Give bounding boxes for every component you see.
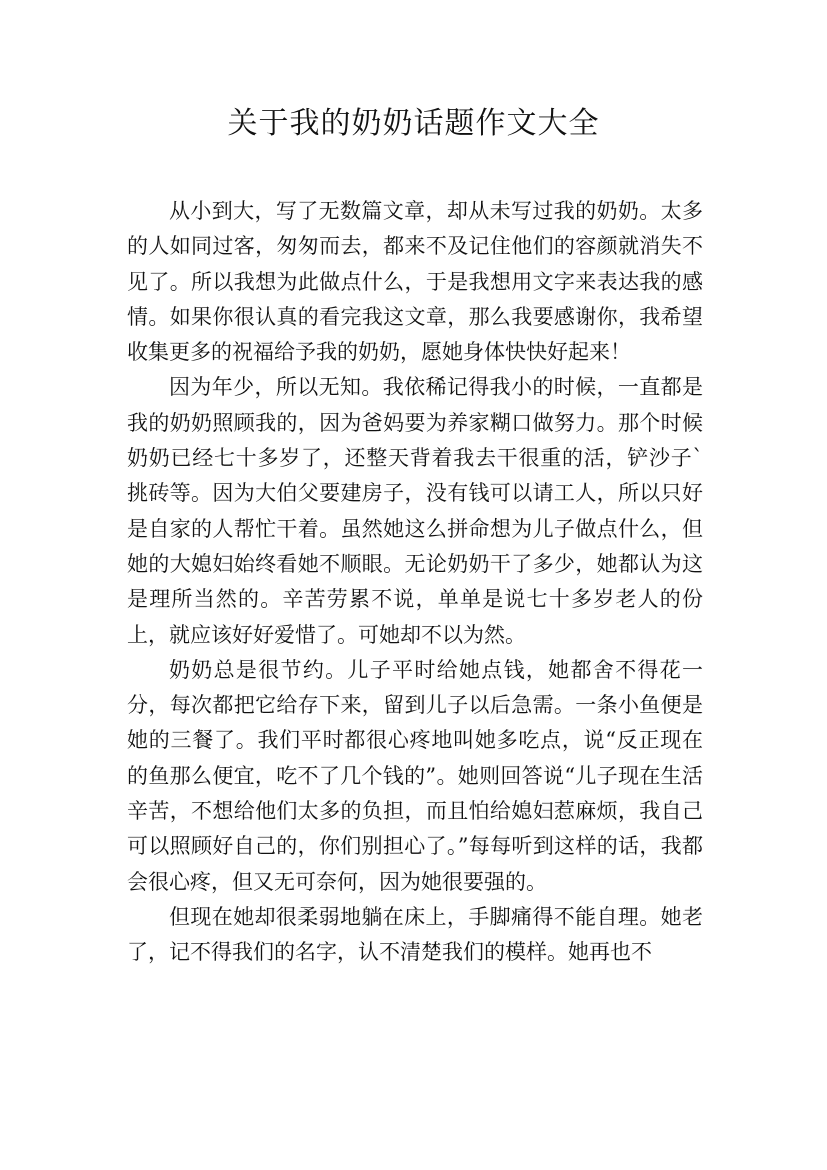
paragraph: 因为年少，所以无知。我依稀记得我小的时候，一直都是我的奶奶照顾我的，因为爸妈要为养家糊口做努力。那个时候奶奶已经七十多岁了，还整天背着我去干很重的活，铲沙子`挑砖等。因为大伯父要建房子，没有钱可以请工人，所以只好是自家的人帮忙干着。虽然她这么拼命想为儿子做点什么，但她的大媳妇始终看她不顺眼。无论奶奶干了多少，她都认为这是理所当然的。辛苦劳累不说，单单是说七十多岁老人的份上，就应该好好爱惜了。可她却不以为然。 [127,375,703,647]
document-body [127,194,703,971]
paragraph: 从小到大，写了无数篇文章，却从未写过我的奶奶。太多的人如同过客，匆匆而去，都来不及记住他们的容颜就消失不见了。所以我想为此做点什么，于是我想用文字来表达我的感情。如果你很认真的看完我这文章，那么我要感谢你，我希望收集更多的祝福给予我的奶奶，愿她身体快快好起来！ [127,199,703,365]
paragraph: 但现在她却很柔弱地躺在床上，手脚痛得不能自理。她老了，记不得我们的名字，认不清楚我们的模样。她再也不 [127,904,703,965]
paragraph: 奶奶总是很节约。儿子平时给她点钱，她都舍不得花一分，每次都把它给存下来，留到儿子以后急需。一条小鱼便是她的三餐了。我们平时都很心疼地叫她多吃点，说“反正现在的鱼那么便宜，吃不了几个钱的”。她则回答说“儿子现在生活辛苦，不想给他们太多的负担，而且怕给媳妇惹麻烦，我自己可以照顾好自己的，你们别担心了。”每每听到这样的话，我都会很心疼，但又无可奈何，因为她很要强的。 [127,657,703,894]
document-title: 关于我的奶奶话题作文大全 [227,106,600,141]
